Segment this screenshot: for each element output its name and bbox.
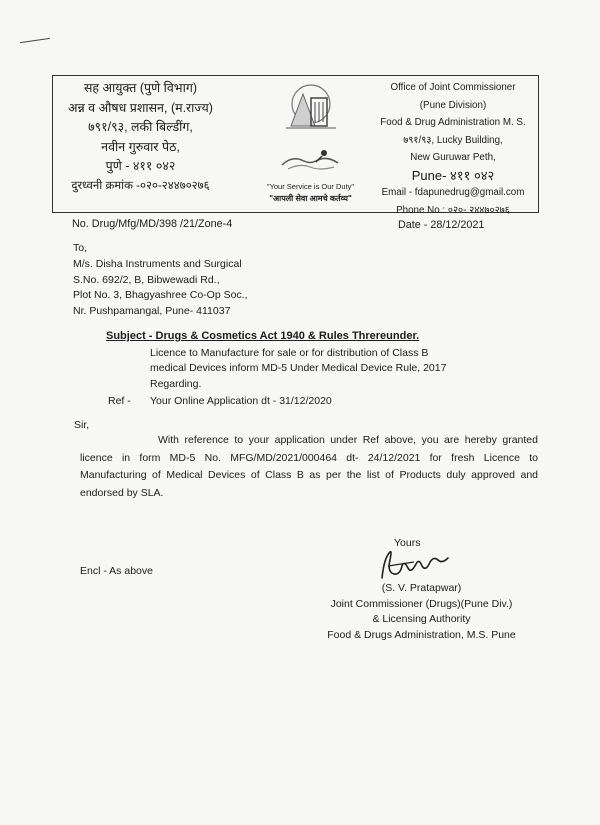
- signatory-line: (S. V. Pratapwar): [381, 582, 462, 594]
- fda-logo-icon: [281, 82, 341, 134]
- subject-line: Licence to Manufacture for sale or for distribution of Class B: [150, 347, 429, 359]
- subject-line: Regarding.: [150, 377, 202, 390]
- body-line: licence in form MD-5 No. MFG/MD/2021/000464 dt- 24/12/2021 for fresh Licence to: [80, 451, 538, 464]
- lh-left-line: अन्न व औषध प्रशासन, (म.राज्य): [68, 100, 213, 115]
- lh-left-phone: दुरध्वनी क्रमांक -०२०-२४४७०२७६: [71, 179, 210, 192]
- letterhead-emblem: [263, 82, 358, 204]
- salutation: Sir,: [74, 419, 90, 431]
- stray-pen-mark: [20, 38, 50, 43]
- letter-body: [80, 432, 538, 502]
- lh-right-phone: Phone No.: ०२०- २४४७०२७६: [396, 204, 510, 216]
- letterhead-marathi-address: [53, 76, 228, 196]
- lh-left-line: पुणे - ४११ ०४२: [105, 159, 176, 173]
- letterhead: [52, 75, 539, 216]
- lh-left-line: सह आयुक्त (पुणे विभाग): [83, 81, 198, 95]
- letterhead-english-address: [368, 76, 538, 219]
- addressee-line: S.No. 692/2, B, Bibwewadi Rd.,: [73, 273, 220, 286]
- subject-heading: Subject - Drugs & Cosmetics Act 1940 & Rules Threreunder.: [106, 330, 420, 342]
- ref-label: Ref -: [108, 395, 131, 407]
- lh-right-pin: Pune- ४११ ०४२: [411, 167, 495, 183]
- signatory-line: Food & Drugs Administration, M.S. Pune: [327, 628, 516, 641]
- addressee-line: Plot No. 3, Bhagyashree Co-Op Soc.,: [73, 289, 248, 302]
- body-line: endorsed by SLA.: [80, 486, 164, 499]
- signatory-block: [318, 581, 525, 643]
- subject-line: medical Devices inform MD-5 Under Medical Device Rule, 2017: [150, 362, 447, 375]
- addressee-block: [73, 241, 248, 320]
- ref-text: Your Online Application dt - 31/12/2020: [150, 395, 332, 407]
- addressee-line: To,: [73, 242, 88, 254]
- enclosure: Encl - As above: [80, 565, 153, 577]
- lh-right-line: (Pune Division): [419, 99, 487, 111]
- letter-date: Date - 28/12/2021: [398, 219, 485, 231]
- lh-right-line: Office of Joint Commissioner: [390, 82, 516, 93]
- lh-right-email: Email - fdapunedrug@gmail.com: [381, 187, 525, 198]
- signatory-line: & Licensing Authority: [372, 613, 471, 625]
- addressee-line: M/s. Disha Instruments and Surgical: [73, 257, 242, 270]
- closing: Yours: [394, 537, 421, 549]
- lh-right-line: ७९१/९३, Lucky Building,: [403, 134, 503, 146]
- subject-details: [150, 346, 450, 392]
- lh-right-line: Food & Drug Administration M. S.: [380, 117, 526, 128]
- body-line: Manufacturing of Medical Devices of Class B as per the list of Products duly approved and: [80, 469, 538, 481]
- lh-left-line: नवीन गुरुवार पेठ,: [101, 139, 180, 154]
- signatory-line: Joint Commissioner (Drugs)(Pune Div.): [330, 597, 513, 610]
- body-line: With reference to your application under Ref above, you are hereby granted: [158, 434, 538, 446]
- lh-left-line: ७९१/९३, लकी बिल्डींग,: [88, 120, 193, 134]
- addressee-line: Nr. Pushpamangal, Pune- 411037: [73, 305, 231, 318]
- lh-right-line: New Guruwar Peth,: [410, 152, 496, 163]
- signature-icon: [374, 548, 454, 582]
- hands-emblem-icon: [280, 147, 342, 173]
- tagline-marathi: "आपली सेवा आमचे कर्तव्य": [269, 194, 352, 203]
- reference-number: No. Drug/Mfg/MD/398 /21/Zone-4: [72, 218, 233, 230]
- tagline-english: "Your Service is Our Duty": [266, 182, 355, 191]
